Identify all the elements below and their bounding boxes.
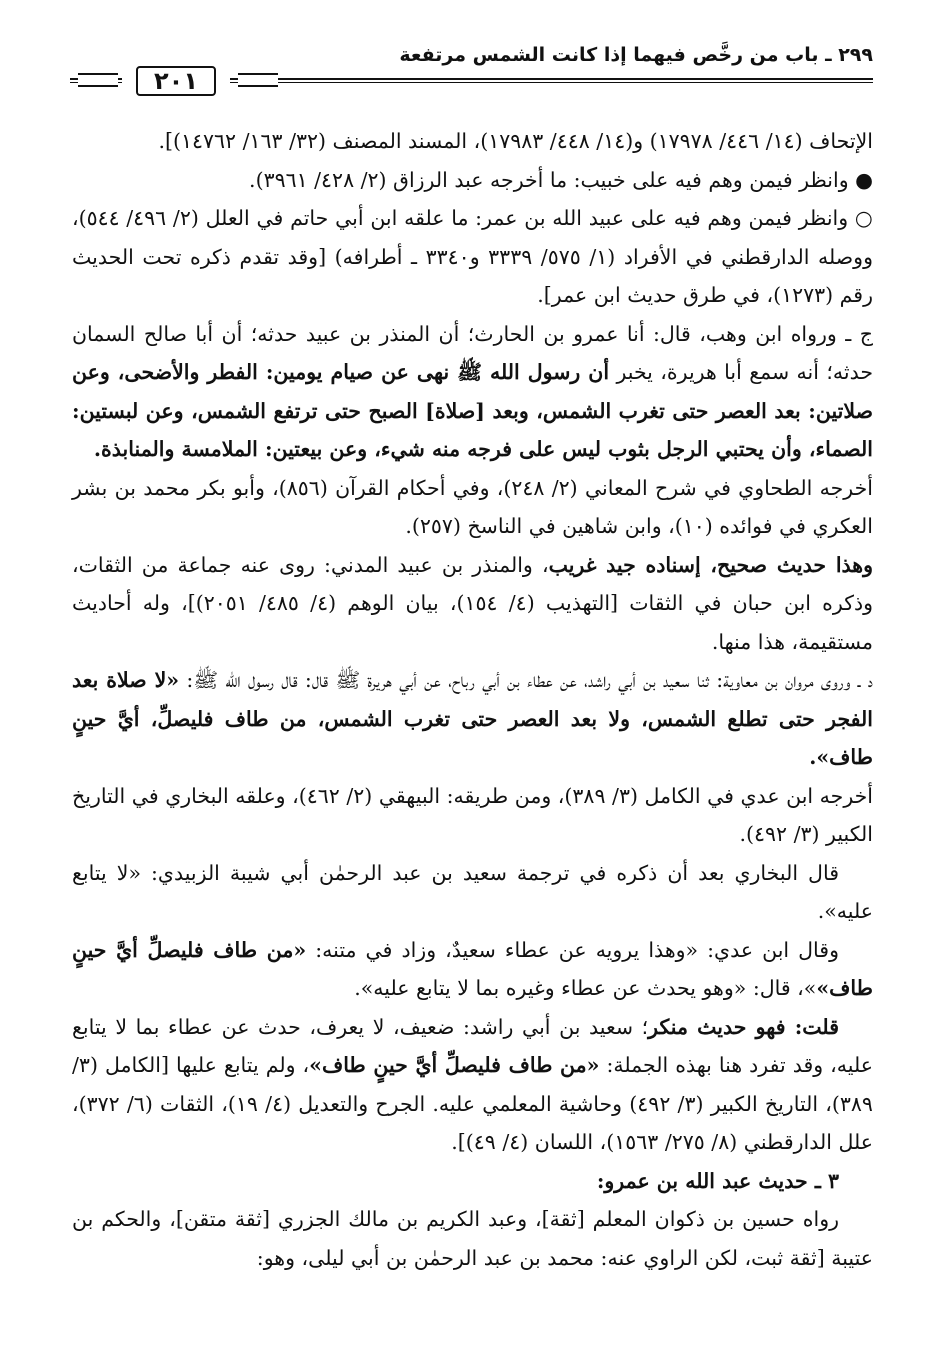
text: رواه حسين بن ذكوان المعلم [ثقة]، وعبد الكريم بن مالك الجزري [ثقة متقن]، والحكم بن عتيبة [ثقة ثبت، لكن الراوي عنه: محمد بن عبد الرحمٰن بن أبي ليلى، وهو: bbox=[72, 1207, 873, 1270]
text: قال البخاري بعد أن ذكره في ترجمة سعيد بن عبد الرحمٰن أبي شيبة الزبيدي: «لا يتابع عليه». bbox=[72, 860, 873, 923]
bold-text: ٣ ـ حديث عبد الله بن عمرو: bbox=[596, 1168, 839, 1193]
chapter-title: ٢٩٩ ـ باب من رخَّص فيهما إذا كانت الشمس مرتفعة bbox=[399, 44, 873, 66]
bold-text: أن رسول الله ﷺ نهى عن صيام يومين: الفطر والأضحى، وعن صلاتين: بعد العصر حتى تغرب الشمس، وبعد [صلاة] الصبح حتى ترتفع الشمس، وعن لبستين: الصماء، وأن يحتبي الرجل بثوب ليس على فرجه منه شيء، وعن بيعتين: الملامسة والمنابذة. bbox=[72, 360, 873, 461]
text: وقال ابن عدي: «وهذا يرويه عن عطاء سعيدٌ، وزاد في متنه: bbox=[306, 937, 840, 962]
bold-text: «من طاف فليصلِّ أيَّ حينٍ طاف» bbox=[309, 1053, 600, 1077]
paragraph bbox=[72, 199, 873, 315]
text: ● وانظر فيمن وهم فيه على خبيب: ما أخرجه عبد الرزاق (٢/ ٤٢٨/ ٣٩٦١). bbox=[249, 167, 873, 192]
paragraph bbox=[72, 777, 873, 854]
paragraph bbox=[72, 1200, 873, 1277]
text: د ـ وروى مروان بن معاوية: ثنا سعيد بن أبي راشد، عن عطاء بن أبي رباح، عن أبي هريرة ﷺ قال: قال رسول الله ﷺ: bbox=[179, 668, 873, 692]
running-header bbox=[70, 44, 873, 102]
text: ، ولم يتابع عليها [الكامل (٣/ ٣٨٩)، التاريخ الكبير (٣/ ٤٩٢) وحاشية المعلمي عليه. الجرح والتعديل (٤/ ١٩)، الثقات (٦/ ٣٧٢)، علل الدارقطني (٨/ ٢٧٥/ ١٥٦٣)، اللسان (٤/ ٤٩)]. bbox=[72, 1053, 873, 1154]
bold-text: قلت: فهو حديث منكر bbox=[648, 1014, 839, 1039]
paragraph bbox=[72, 469, 873, 546]
paragraph bbox=[72, 122, 873, 161]
page-number bbox=[122, 64, 230, 98]
text: ج ـ ورواه ابن وهب، قال: أنا عمرو بن الحارث؛ أن المنذر بن عبيد حدثه؛ أن أبا صالح السمان حدثه؛ أنه سمع أبا هريرة، يخبر bbox=[72, 321, 873, 384]
paragraph bbox=[72, 1162, 873, 1201]
bold-text: «من طاف فليصلِّ أيَّ حينٍ طاف» bbox=[72, 937, 873, 1000]
bold-text: «لا صلاة بعد الفجر حتى تطلع الشمس، ولا بعد العصر حتى تغرب الشمس، من طاف فليصلِّ، أيَّ حينٍ طاف». bbox=[72, 668, 873, 769]
page-body bbox=[72, 122, 873, 1277]
text: ○ وانظر فيمن وهم فيه على عبيد الله بن عمر: ما علقه ابن أبي حاتم في العلل (٢/ ٤٩٦/ ٥٤٤)، ووصله الدارقطني في الأفراد (١/ ٥٧٥/ ٣٣٣٩ و٣٣٤٠ ـ أطرافه) [وقد تقدم ذكره تحت الحديث رقم (١٢٧٣)، في طرق حديث ابن عمر]. bbox=[72, 206, 873, 307]
page-number-text: ٢٠١ bbox=[154, 67, 198, 95]
paragraph bbox=[72, 1008, 873, 1162]
text: ؛ سعيد بن أبي راشد: ضعيف، لا يعرف، حدث عن عطاء بما لا يتابع عليه، وقد تفرد هنا بهذه الجملة: bbox=[72, 1014, 873, 1077]
paragraph bbox=[72, 931, 873, 1008]
ornament-left bbox=[78, 73, 118, 87]
text: أخرجه ابن عدي في الكامل (٣/ ٣٨٩)، ومن طريقه: البيهقي (٢/ ٤٦٢)، وعلقه البخاري في التاريخ الكبير (٣/ ٤٩٢). bbox=[72, 783, 873, 846]
text: أخرجه الطحاوي في شرح المعاني (٢/ ٢٤٨)، وفي أحكام القرآن (٨٥٦)، وأبو بكر محمد بن بشر العكري في فوائده (١٠)، وابن شاهين في الناسخ (٢٥٧). bbox=[72, 475, 873, 538]
text: ، والمنذر بن عبيد المدني: روى عنه جماعة من الثقات، وذكره ابن حبان في الثقات [التهذيب (٤/ ١٥٤)، بيان الوهم (٤/ ٤٨٥/ ٢٠٥١)]، وله أحاديث مستقيمة، هذا منها. bbox=[72, 552, 874, 654]
ornament-right bbox=[238, 73, 278, 87]
paragraph bbox=[72, 161, 873, 200]
paragraph bbox=[72, 315, 873, 469]
paragraph bbox=[72, 854, 873, 931]
bold-text: وهذا حديث صحيح، إسناده جيد غريب bbox=[548, 552, 873, 577]
paragraph bbox=[72, 546, 873, 662]
paragraph bbox=[72, 661, 873, 777]
text: الإتحاف (١٤/ ٤٤٦/ ١٧٩٧٨) و(١٤/ ٤٤٨/ ١٧٩٨٣)، المسند المصنف (٣٢/ ١٦٣/ ١٤٧٦٢)]. bbox=[158, 129, 873, 153]
text: »، قال: «وهو يحدث عن عطاء وغيره بما لا يتابع عليه». bbox=[354, 976, 817, 1000]
